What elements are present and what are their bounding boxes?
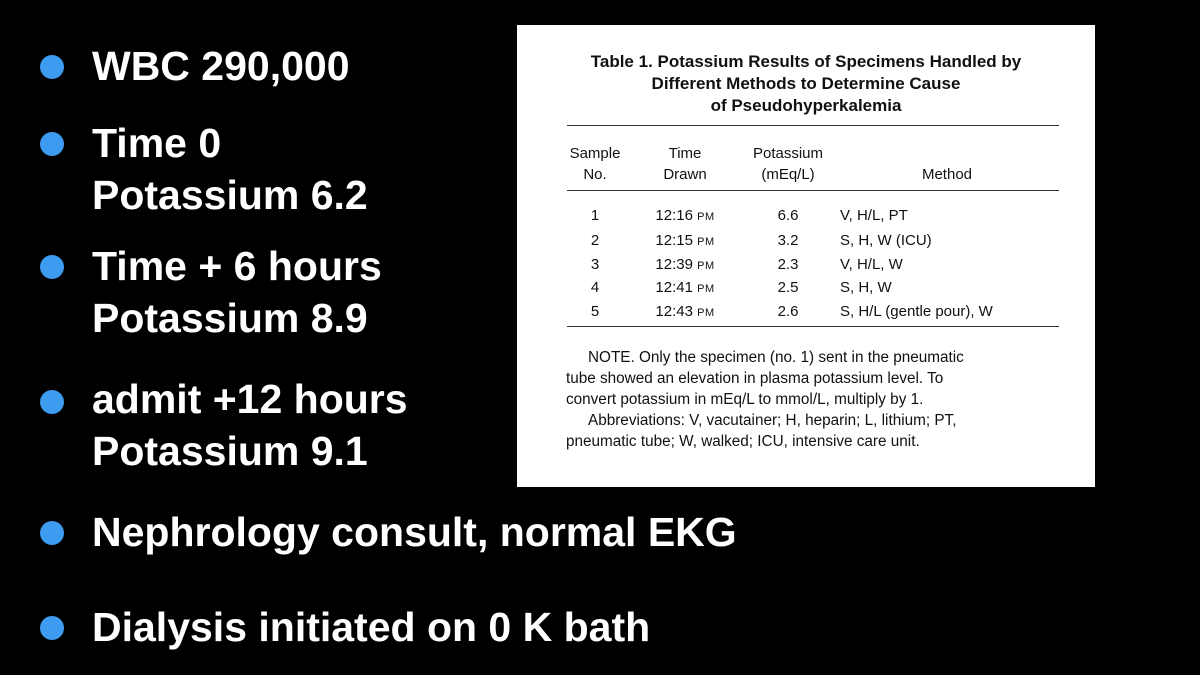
- time-value: 12:15: [655, 232, 693, 249]
- abbrev-line: Abbreviations: V, vacutainer; H, heparin; L, lithium; PT,: [588, 412, 957, 429]
- bullet-text: [92, 240, 382, 344]
- cell-potassium: 6.6: [777, 207, 799, 224]
- time-value: 12:41: [655, 279, 693, 296]
- header-potassium-line2: (mEq/L): [761, 166, 815, 183]
- time-value: 12:16: [655, 207, 693, 224]
- cell-method: V, H/L, PT: [840, 207, 908, 224]
- abbrev-line: pneumatic tube; W, walked; ICU, intensive care unit.: [566, 433, 920, 450]
- time-value: 12:43: [655, 303, 693, 320]
- bullet-dot: [40, 390, 64, 414]
- bullet-line: Potassium 9.1: [92, 428, 368, 474]
- cell-potassium: 2.6: [777, 303, 799, 320]
- time-ampm: PM: [697, 260, 715, 272]
- header-rule: [567, 190, 1059, 191]
- bullet-dot: [40, 521, 64, 545]
- cell-time: [635, 277, 735, 300]
- table-title-line: Different Methods to Determine Cause: [651, 74, 961, 93]
- header-sample: [565, 143, 625, 185]
- cell-time: [635, 254, 735, 277]
- header-potassium-line1: Potassium: [752, 145, 824, 162]
- bullet-line: Time + 6 hours: [92, 243, 382, 289]
- table-note: [566, 347, 1066, 452]
- cell-method: S, H, W: [840, 279, 892, 296]
- bullet-line: Nephrology consult, normal EKG: [92, 509, 737, 555]
- cell-sample-no: 2: [590, 232, 600, 249]
- bullet-dot: [40, 132, 64, 156]
- cell-method: S, H, W (ICU): [840, 232, 932, 249]
- table-title-line: of Pseudohyperkalemia: [710, 96, 902, 115]
- time-ampm: PM: [697, 307, 715, 319]
- header-method: Method: [921, 166, 973, 183]
- header-time-line1: Time: [668, 145, 702, 162]
- time-ampm: PM: [697, 211, 715, 223]
- bullet-text: [92, 373, 408, 477]
- header-sample-line2: No.: [583, 166, 607, 183]
- header-sample-line1: Sample: [569, 145, 621, 162]
- table-bottom-rule: [567, 326, 1059, 327]
- bullet-line: admit +12 hours: [92, 376, 408, 422]
- cell-method: S, H/L (gentle pour), W: [840, 303, 993, 320]
- bullet-text: [92, 117, 368, 221]
- bullet-dot: [40, 55, 64, 79]
- cell-time: [635, 301, 735, 324]
- cell-sample-no: 5: [590, 303, 600, 320]
- bullet-line: WBC 290,000: [92, 43, 350, 89]
- bullet-line: Potassium 6.2: [92, 172, 368, 218]
- cell-method: V, H/L, W: [840, 256, 903, 273]
- bullet-line: Time 0: [92, 120, 222, 166]
- time-ampm: PM: [697, 236, 715, 248]
- note-line: NOTE. Only the specimen (no. 1) sent in the pneumatic: [588, 349, 964, 366]
- bullet-dot: [40, 255, 64, 279]
- header-time: [635, 143, 735, 185]
- time-value: 12:39: [655, 256, 693, 273]
- cell-potassium: 3.2: [777, 232, 799, 249]
- cell-potassium: 2.3: [777, 256, 799, 273]
- cell-time: [635, 230, 735, 253]
- bullet-dot: [40, 616, 64, 640]
- bullet-line: Potassium 8.9: [92, 295, 368, 341]
- table-panel: [517, 25, 1095, 487]
- cell-sample-no: 1: [590, 207, 600, 224]
- time-ampm: PM: [697, 283, 715, 295]
- bullet-text: [92, 506, 737, 558]
- note-line: tube showed an elevation in plasma potassium level. To: [566, 370, 944, 387]
- header-time-line2: Drawn: [663, 166, 707, 183]
- header-potassium: [745, 143, 831, 185]
- cell-sample-no: 3: [590, 256, 600, 273]
- note-line: convert potassium in mEq/L to mmol/L, multiply by 1.: [566, 391, 924, 408]
- bullet-text: [92, 601, 650, 653]
- table-title-line: Table 1. Potassium Results of Specimens Handled by: [590, 52, 1022, 71]
- cell-sample-no: 4: [590, 279, 600, 296]
- cell-potassium: 2.5: [777, 279, 799, 296]
- bullet-line: Dialysis initiated on 0 K bath: [92, 604, 651, 650]
- cell-time: [635, 205, 735, 228]
- table-top-rule: [567, 125, 1059, 126]
- bullet-text: [92, 40, 350, 92]
- table-title: [517, 51, 1095, 117]
